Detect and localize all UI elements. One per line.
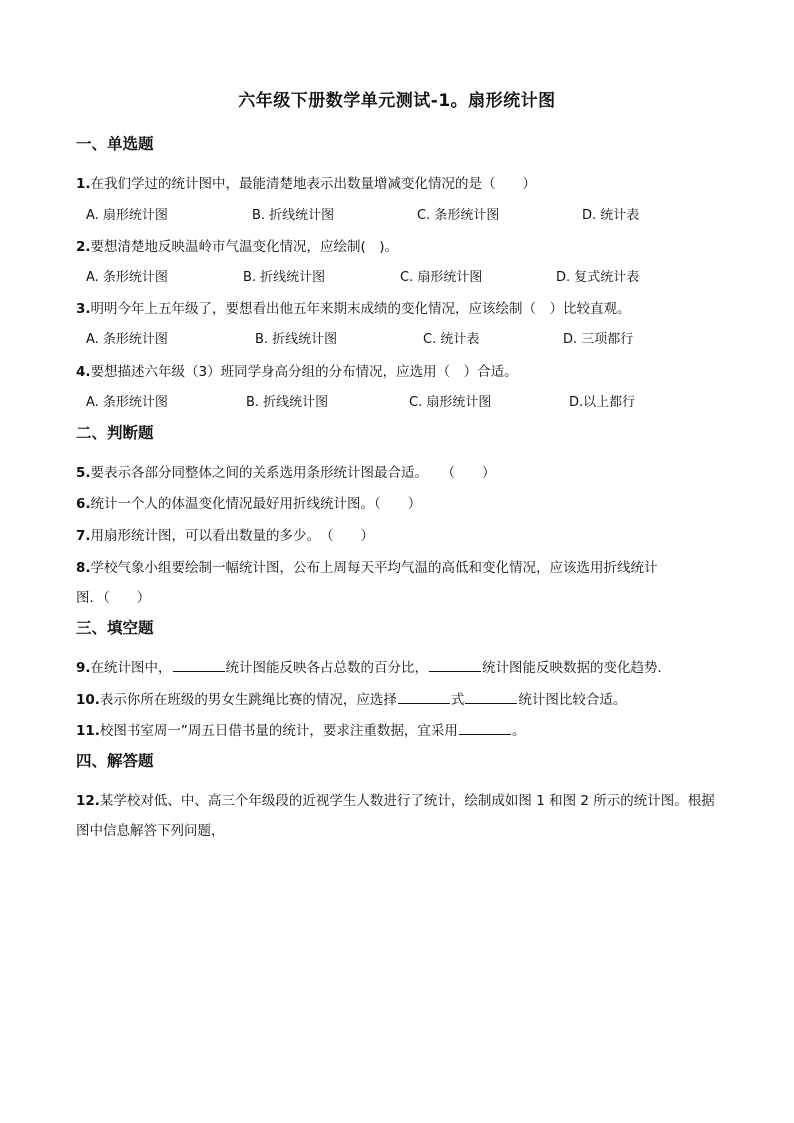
question-number: 8. (76, 560, 91, 576)
question-text-part-3: 统计图比较合适。 (518, 692, 627, 708)
question-number: 7. (76, 528, 91, 544)
question-text-part-3: 统计图能反映数据的变化趋势． (482, 660, 672, 676)
question-8-continued (76, 586, 150, 606)
option-b: B. 折线统计图 (243, 270, 326, 285)
page-title: 六年级下册数学单元测试-1。扇形统计图 (238, 91, 556, 111)
option-a: A. 扇形统计图 (86, 208, 168, 223)
question-8 (76, 556, 658, 576)
question-text-part-1: 表示你所在班级的男女生跳绳比赛的情况，应选择 (99, 692, 397, 708)
question-11 (76, 719, 525, 739)
question-text-part-2: 。 (511, 723, 526, 739)
option-b: B. 折线统计图 (252, 208, 335, 223)
question-text-part-2: 式 (450, 692, 465, 708)
question-1 (76, 172, 536, 192)
option-c: C. 条形统计图 (417, 208, 500, 223)
question-number: 12. (76, 793, 100, 809)
question-number: 10. (76, 692, 100, 708)
question-text: 用扇形统计图，可以看出数量的多少。 （ ） (90, 528, 375, 544)
question-text: 统计一个人的体温变化情况最好用折线统计图。（ ） (90, 496, 422, 512)
option-d: D. 三项都行 (563, 332, 634, 347)
question-text: 要想清楚地反映温岭市气温变化情况，应绘制( )。 (90, 239, 399, 255)
section-heading-single-choice: 一、单选题 (76, 135, 154, 153)
question-5 (76, 461, 496, 481)
question-text-line-2: 图．（ ） (76, 590, 151, 606)
question-text-part-2: 统计图能反映各占总数的百分比， (225, 660, 429, 676)
option-b: B. 折线统计图 (255, 332, 338, 347)
section-heading-solve: 四、解答题 (76, 752, 154, 770)
question-text-part-1: 校图书室周一”周五日借书量的统计，要求注重数据，宜采用 (99, 723, 458, 739)
question-number: 3. (76, 301, 91, 317)
option-c: C. 扇形统计图 (400, 270, 483, 285)
option-d: D. 统计表 (582, 208, 640, 223)
question-text: 要表示各部分同整体之间的关系选用条形统计图最合适。 （ ） (90, 465, 496, 481)
question-text-line-2: 图中信息解答下列问题， (76, 823, 225, 839)
question-3 (76, 297, 631, 317)
question-text: 明明今年上五年级了，要想看出他五年来期末成绩的变化情况，应该绘制（ ）比较直观。 (90, 301, 631, 317)
question-4 (76, 360, 518, 380)
question-number: 4. (76, 364, 91, 380)
question-number: 1. (76, 176, 91, 192)
question-number: 5. (76, 465, 91, 481)
question-2 (76, 235, 398, 255)
option-d: D. 复式统计表 (556, 270, 640, 285)
answer-blank[interactable] (173, 659, 225, 672)
option-a: A. 条形统计图 (86, 332, 168, 347)
question-12 (76, 789, 715, 809)
answer-blank[interactable] (459, 722, 511, 735)
question-7 (76, 524, 374, 544)
question-12-continued (76, 819, 225, 839)
question-text-part-1: 在统计图中， (90, 660, 172, 676)
option-c: C. 扇形统计图 (409, 395, 492, 410)
option-d: D.以上都行 (569, 395, 636, 410)
answer-blank[interactable] (429, 659, 481, 672)
option-c: C. 统计表 (423, 332, 480, 347)
question-text: 要想描述六年级（3）班同学身高分组的分布情况，应选用（ ）合适。 (90, 364, 518, 380)
question-number: 11. (76, 723, 100, 739)
section-heading-fill-blank: 三、填空题 (76, 619, 154, 637)
question-text: 在我们学过的统计图中，最能清楚地表示出数量增减变化情况的是（ ） (90, 176, 537, 192)
answer-blank[interactable] (398, 691, 450, 704)
question-number: 2. (76, 239, 91, 255)
option-a: A. 条形统计图 (86, 270, 168, 285)
option-a: A. 条形统计图 (86, 395, 168, 410)
section-heading-true-false: 二、判断题 (76, 424, 154, 442)
answer-blank[interactable] (465, 691, 517, 704)
question-number: 6. (76, 496, 91, 512)
question-9 (76, 656, 671, 676)
question-10 (76, 688, 626, 708)
option-b: B. 折线统计图 (246, 395, 329, 410)
question-number: 9. (76, 660, 91, 676)
question-text-line-1: 学校气象小组要绘制一幅统计图，公布上周每天平均气温的高低和变化情况，应该选用折线统计 (90, 560, 658, 576)
question-text-line-1: 某学校对低、中、高三个年级段的近视学生人数进行了统计，绘制成如图 1 和图 2 所示的统计图。根据 (99, 793, 715, 809)
question-6 (76, 492, 421, 512)
